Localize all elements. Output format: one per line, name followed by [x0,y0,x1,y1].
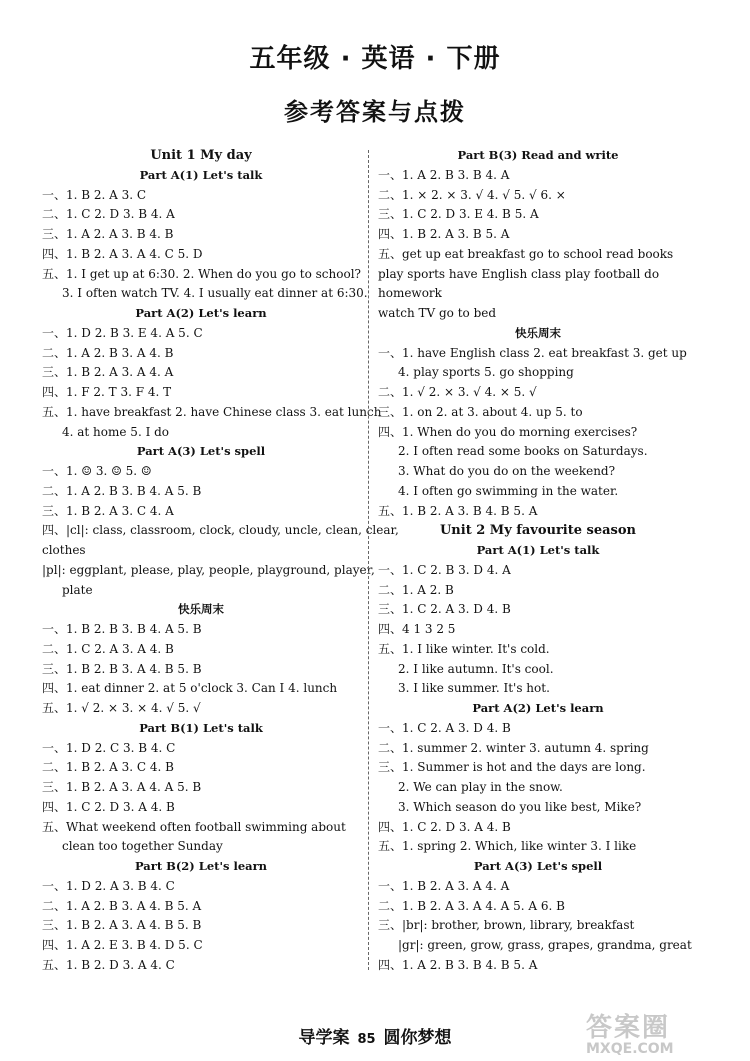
answer-line: 四、1. F 2. T 3. F 4. T [42,385,172,399]
section-heading: Part A(2) Let's learn [135,306,267,320]
page-number: 85 [357,1032,376,1047]
answer-line: 三、1. C 2. A 3. D 4. B [378,602,511,617]
answer-line: 四、1. C 2. D 3. A 4. B [378,819,511,834]
answer-line: 三、1. B 2. B 3. A 4. B 5. B [42,661,202,676]
answer-line: 四、1. B 2. A 3. B 5. A [378,227,510,241]
answer-line: 五、1. I get up at 6:30. 2. When do you go to school? [42,266,361,281]
answer-line: 二、1. √ 2. × 3. √ 4. × 5. √ [378,385,537,399]
answer-line: 2. I often read some books on Saturdays. [398,444,648,459]
answer-line: 四、|cl|: class, classroom, clock, cloudy, uncle, clean, clear, [42,523,399,538]
unit-heading: Unit 1 My day [150,148,252,163]
section-heading: Part A(2) Let's learn [472,701,604,715]
answer-line: |gr|: green, grow, grass, grapes, grandma, great [398,938,692,952]
page-subtitle: 参考答案与点拨 [284,98,466,126]
answer-line: 2. We can play in the snow. [398,780,563,794]
answer-line: 三、1. B 2. A 3. A 4. B 5. B [42,918,202,933]
section-heading: Part A(1) Let's talk [139,167,263,182]
answer-line: 二、1. B 2. A 3. A 4. A 5. A 6. B [378,898,565,913]
answer-line: 一、1. B 2. A 3. A 4. A [378,878,510,893]
answer-line: 一、1. D 2. A 3. B 4. C [42,878,175,893]
left-answer-column [42,146,399,976]
answer-line: 二、1. summer 2. winter 3. autumn 4. spring [378,740,649,755]
answer-line: plate [62,582,93,597]
answer-line: 4. play sports 5. go shopping [398,365,574,380]
answer-line: 三、1. B 2. A 3. C 4. A [42,503,174,518]
section-heading: 快乐周末 [515,325,561,340]
answer-line: 五、1. B 2. A 3. B 4. B 5. A [378,503,538,518]
answer-line: 二、1. A 2. B 3. A 4. B [42,345,174,360]
answer-line: 四、1. When do you do morning exercises? [378,424,638,439]
answer-line: 三、1. B 2. A 3. A 4. A [42,365,174,380]
answer-line: 一、1. D 2. B 3. E 4. A 5. C [42,325,203,340]
answer-line: 五、What weekend often football swimming about [42,819,346,834]
answer-line: 3. I like summer. It's hot. [398,681,550,696]
answer-line: 三、1. on 2. at 3. about 4. up 5. to [378,404,583,419]
answer-line: 三、|br|: brother, brown, library, breakfast [378,918,635,933]
section-heading: Part A(3) Let's spell [136,444,266,459]
answer-line: 3. What do you do on the weekend? [398,464,616,478]
answer-line: watch TV go to bed [378,306,497,320]
watermark-logo [586,1014,736,1058]
section-heading: Part A(3) Let's spell [473,859,603,873]
answer-line: 四、1. A 2. B 3. B 4. B 5. A [378,957,538,972]
section-heading: Part B(3) Read and write [457,148,619,162]
footer-brand-right: 圆你梦想 [383,1028,452,1048]
answer-line: 五、1. I like winter. It's cold. [378,641,550,656]
answer-line: 三、1. Summer is hot and the days are long. [378,760,646,775]
answer-line: play sports have English class play football do [378,266,660,281]
answer-line: 五、1. √ 2. × 3. × 4. √ 5. √ [42,701,201,715]
page-title: 五年级 · 英语 · 下册 [249,44,501,74]
answer-line: 二、1. A 2. B [378,582,454,597]
answer-line: 一、1. B 2. B 3. B 4. A 5. B [42,622,202,636]
answer-line: 五、1. have breakfast 2. have Chinese class 3. eat lunch [42,404,382,419]
answer-line: 三、1. B 2. A 3. A 4. A 5. B [42,780,202,794]
answer-line: 4. at home 5. I do [62,424,170,439]
section-heading: Part A(1) Let's talk [476,543,600,557]
answer-line: 2. I like autumn. It's cool. [398,661,554,676]
answer-line: 一、1. have English class 2. eat breakfast 3. get up [378,345,687,360]
answer-line: 四、1. B 2. A 3. A 4. C 5. D [42,246,203,261]
answer-line: 二、1. A 2. B 3. A 4. B 5. A [42,898,202,913]
answer-line: 4. I often go swimming in the water. [398,483,619,498]
answer-line: 二、1. B 2. A 3. C 4. B [42,760,174,775]
answer-line: 三、1. C 2. D 3. E 4. B 5. A [378,207,539,222]
unit-heading: Unit 2 My favourite season [439,523,637,539]
answer-line: 四、1. A 2. E 3. B 4. D 5. C [42,938,203,952]
answer-line: 一、1. C 2. A 3. D 4. B [378,720,511,735]
section-heading: Part B(2) Let's learn [134,859,268,873]
answer-line: 二、1. C 2. A 3. A 4. B [42,641,174,656]
answer-line: 一、1. A 2. B 3. B 4. A [378,167,510,182]
answer-line: |pl|: eggplant, please, play, people, playground, player, [42,562,375,577]
answer-line: 3. I often watch TV. 4. I usually eat dinner at 6:30. [62,286,368,301]
answer-line: 一、1. ☺ 3. ☺ 5. ☺ [42,464,152,478]
answer-line: 二、1. A 2. B 3. B 4. A 5. B [42,483,202,498]
answer-line: 五、1. B 2. D 3. A 4. C [42,957,175,972]
column-divider [368,150,369,970]
answer-line: 五、1. spring 2. Which, like winter 3. I like [378,839,637,854]
answer-line: 三、1. A 2. A 3. B 4. B [42,227,174,241]
answer-line: 四、1. C 2. D 3. A 4. B [42,799,175,814]
answer-line: homework [378,286,442,301]
answer-line: clean too together Sunday [62,839,223,854]
answer-line: 一、1. B 2. A 3. C [42,187,147,202]
answer-line: 3. Which season do you like best, Mike? [398,799,642,814]
answer-line: clothes [42,543,86,557]
answer-line: 四、1. eat dinner 2. at 5 o'clock 3. Can I 4. lunch [42,681,338,696]
right-answer-column [378,146,698,976]
footer-brand-left: 导学案 [298,1028,350,1048]
watermark-text: 答案圈 [586,1013,671,1043]
answer-line: 一、1. C 2. B 3. D 4. A [378,562,511,577]
answer-line: 一、1. D 2. C 3. B 4. C [42,740,176,755]
section-heading: 快乐周末 [178,602,224,617]
answer-line: 四、4 1 3 2 5 [378,622,456,636]
answer-line: 二、1. C 2. D 3. B 4. A [42,207,175,222]
section-heading: Part B(1) Let's talk [139,720,263,735]
answer-line: 二、1. × 2. × 3. √ 4. √ 5. √ 6. × [378,187,566,202]
watermark-url: MXQE.COM [586,1041,674,1057]
answer-line: 五、get up eat breakfast go to school read books [378,246,674,261]
